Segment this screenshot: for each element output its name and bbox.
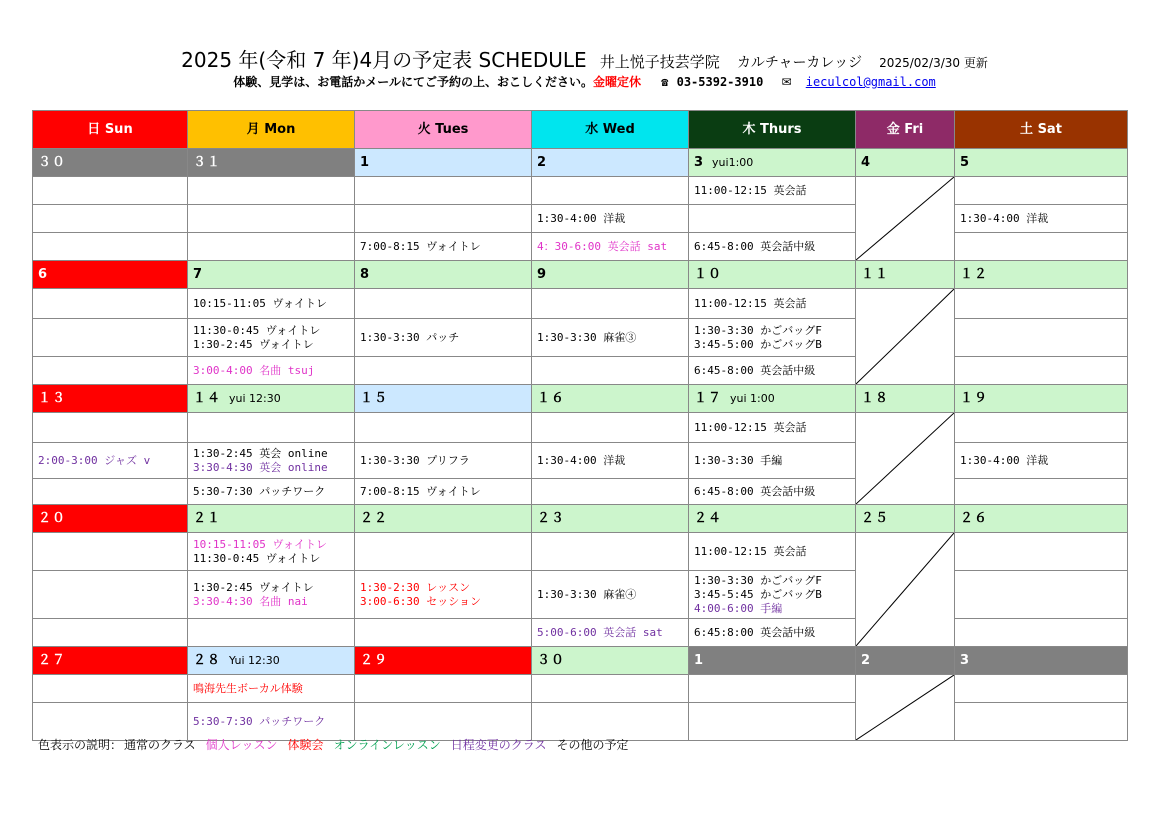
date-cell xyxy=(856,647,955,675)
event-cell xyxy=(355,533,532,571)
date-number: 2 xyxy=(861,652,872,668)
college-name: カルチャーカレッジ xyxy=(736,55,863,71)
event-cell xyxy=(355,233,532,261)
event-cell xyxy=(188,619,355,647)
date-cell xyxy=(532,149,689,177)
event-cell xyxy=(955,571,1128,619)
event-row xyxy=(33,479,1128,505)
date-number: ２１ xyxy=(193,510,222,526)
date-cell xyxy=(188,385,355,413)
event-cell xyxy=(355,479,532,505)
date-number: ３０ xyxy=(38,154,67,170)
event-cell xyxy=(955,205,1128,233)
date-number: ２４ xyxy=(694,510,723,526)
date-cell xyxy=(355,505,532,533)
date-number: 5 xyxy=(960,154,971,170)
event-cell xyxy=(355,703,532,741)
weekday-header: 火 Tues xyxy=(355,111,532,149)
date-number: 1 xyxy=(694,652,705,668)
event-cell xyxy=(188,479,355,505)
date-cell xyxy=(188,505,355,533)
date-number: ２３ xyxy=(537,510,566,526)
event-row xyxy=(33,413,1128,443)
event-cell xyxy=(33,289,188,319)
date-number: １６ xyxy=(537,390,566,406)
event-cell xyxy=(955,233,1128,261)
date-number: ３０ xyxy=(537,652,566,668)
event-cell xyxy=(355,177,532,205)
date-number: ２２ xyxy=(360,510,389,526)
weekday-header: 土 Sat xyxy=(955,111,1128,149)
event-entry: 3:45-5:45 かごバッグB xyxy=(694,587,822,601)
event-entry: 3:00-4:00 名曲 tsuj xyxy=(193,363,315,377)
event-cell xyxy=(532,479,689,505)
event-cell xyxy=(689,619,856,647)
event-entry: 1:30-3:30 かごバッグF xyxy=(694,323,822,337)
date-number: 2 xyxy=(537,154,548,170)
date-number: 8 xyxy=(360,266,371,282)
date-cell xyxy=(188,149,355,177)
event-row xyxy=(33,319,1128,357)
event-row xyxy=(33,675,1128,703)
event-cell xyxy=(532,703,689,741)
event-cell xyxy=(188,319,355,357)
date-cell xyxy=(532,385,689,413)
event-cell xyxy=(355,357,532,385)
event-cell xyxy=(689,233,856,261)
date-number: 7 xyxy=(193,266,204,282)
phone-icon: ☎ xyxy=(661,75,669,89)
event-entry: 鳴海先生ボーカル体験 xyxy=(193,681,303,695)
event-cell xyxy=(532,177,689,205)
event-entry: 5:30-7:30 パッチワーク xyxy=(193,714,326,728)
event-row xyxy=(33,443,1128,479)
event-cell xyxy=(689,533,856,571)
event-entry: 1:30-2:45 ヴォイトレ xyxy=(193,580,314,594)
schedule-table xyxy=(32,110,1128,741)
date-cell xyxy=(955,505,1128,533)
event-cell xyxy=(33,479,188,505)
weekday-header: 木 Thurs xyxy=(689,111,856,149)
event-cell xyxy=(33,413,188,443)
date-number: 1 xyxy=(360,154,371,170)
date-number: 6 xyxy=(38,266,49,282)
date-number: １７ xyxy=(694,390,723,406)
date-number: １５ xyxy=(360,390,389,406)
event-entry: 1:30-4:00 洋裁 xyxy=(960,211,1049,225)
event-cell xyxy=(532,533,689,571)
date-note: yui 12:30 xyxy=(229,391,281,405)
date-number: ２７ xyxy=(38,652,67,668)
event-cell xyxy=(188,233,355,261)
date-cell xyxy=(689,647,856,675)
event-entry: 1:30-3:30 パッチ xyxy=(360,330,460,344)
date-cell xyxy=(689,505,856,533)
event-cell xyxy=(188,675,355,703)
school-name: 井上悦子技芸学院 xyxy=(599,53,720,71)
event-row xyxy=(33,571,1128,619)
date-number: ２９ xyxy=(360,652,389,668)
date-number: 9 xyxy=(537,266,548,282)
event-cell xyxy=(355,619,532,647)
closed-day-cell xyxy=(856,177,955,261)
event-cell xyxy=(689,479,856,505)
weekday-header: 月 Mon xyxy=(188,111,355,149)
date-cell xyxy=(856,149,955,177)
date-cell xyxy=(33,647,188,675)
date-cell xyxy=(856,385,955,413)
event-entry: 11:00-12:15 英会話 xyxy=(694,296,807,310)
notice-text: 体験、見学は、お電話かメールにてご予約の上、おこしください。 xyxy=(233,75,593,89)
date-note: yui 1:00 xyxy=(730,391,775,405)
date-number: ３１ xyxy=(193,154,222,170)
event-entry: 6:45-8:00 英会話中級 xyxy=(694,484,816,498)
date-cell xyxy=(689,149,856,177)
page-title-block xyxy=(0,44,1169,73)
event-cell xyxy=(689,413,856,443)
date-cell xyxy=(856,261,955,289)
event-entry: 1:30-3:30 プリフラ xyxy=(360,453,470,467)
event-cell xyxy=(188,413,355,443)
event-cell xyxy=(955,357,1128,385)
event-cell xyxy=(532,233,689,261)
event-cell xyxy=(955,619,1128,647)
event-cell xyxy=(33,357,188,385)
date-cell xyxy=(188,647,355,675)
event-cell xyxy=(532,413,689,443)
closed-day-cell xyxy=(856,533,955,647)
closed-day-cell xyxy=(856,289,955,385)
event-cell xyxy=(532,571,689,619)
event-entry: 6:45-8:00 英会話中級 xyxy=(694,239,816,253)
date-number: １４ xyxy=(193,390,222,406)
event-entry: 3:45-5:00 かごバッグB xyxy=(694,337,822,351)
event-cell xyxy=(532,205,689,233)
event-cell xyxy=(689,703,856,741)
event-entry: 10:15-11:05 ヴォイトレ xyxy=(193,296,328,310)
event-cell xyxy=(33,619,188,647)
date-number: １１ xyxy=(861,266,890,282)
date-number: ２５ xyxy=(861,510,890,526)
date-cell xyxy=(355,647,532,675)
week-date-row xyxy=(33,149,1128,177)
event-entry: 3:30-4:30 英会 online xyxy=(193,460,328,474)
date-number: ２８ xyxy=(193,652,222,668)
event-cell xyxy=(689,443,856,479)
event-cell xyxy=(689,319,856,357)
event-cell xyxy=(689,357,856,385)
event-cell xyxy=(532,289,689,319)
event-cell xyxy=(955,319,1128,357)
closed-day-cell xyxy=(856,413,955,505)
week-date-row xyxy=(33,505,1128,533)
event-cell xyxy=(33,571,188,619)
event-entry: 1:30-3:30 麻雀④ xyxy=(537,587,637,601)
date-note: yui1:00 xyxy=(712,155,754,169)
event-entry: 5:00-6:00 英会話 sat xyxy=(537,625,663,639)
date-number: １９ xyxy=(960,390,989,406)
closed-slash xyxy=(856,177,954,260)
event-row xyxy=(33,533,1128,571)
legend-item: 個人レッスン xyxy=(205,738,278,752)
event-entry: 1:30-2:30 レッスン xyxy=(360,580,471,594)
event-entry: 11:30-0:45 ヴォイトレ xyxy=(193,551,321,565)
event-cell xyxy=(355,205,532,233)
date-cell xyxy=(33,505,188,533)
event-row xyxy=(33,233,1128,261)
week-date-row xyxy=(33,385,1128,413)
event-cell xyxy=(532,675,689,703)
event-entry: 10:15-11:05 ヴォイトレ xyxy=(193,537,328,551)
event-cell xyxy=(33,533,188,571)
event-cell xyxy=(188,703,355,741)
weekday-header-row xyxy=(33,111,1128,149)
date-cell xyxy=(955,149,1128,177)
date-cell xyxy=(532,261,689,289)
updated-date: 2025/02/3/30 更新 xyxy=(879,56,988,70)
event-cell xyxy=(955,675,1128,703)
date-cell xyxy=(856,505,955,533)
event-entry: 4:00-6:00 手編 xyxy=(694,601,783,615)
event-cell xyxy=(33,205,188,233)
event-entry: 7:00-8:15 ヴォイトレ xyxy=(360,484,481,498)
event-entry: 1:30-3:30 麻雀③ xyxy=(537,330,637,344)
date-number: １０ xyxy=(694,266,723,282)
event-entry: 1:30-3:30 かごバッグF xyxy=(694,573,822,587)
event-entry: 2:00-3:00 ジャズ v xyxy=(38,453,151,467)
event-row xyxy=(33,703,1128,741)
legend-item: その他の予定 xyxy=(556,738,629,752)
week-date-row xyxy=(33,261,1128,289)
legend-prefix: 色表示の説明： xyxy=(38,738,123,752)
date-cell xyxy=(33,261,188,289)
event-cell xyxy=(955,479,1128,505)
date-cell xyxy=(689,385,856,413)
date-cell xyxy=(33,149,188,177)
legend-item: 体験会 xyxy=(287,738,324,752)
event-cell xyxy=(689,177,856,205)
event-entry: 11:00-12:15 英会話 xyxy=(694,183,807,197)
event-cell xyxy=(188,357,355,385)
event-cell xyxy=(532,357,689,385)
event-cell xyxy=(188,177,355,205)
event-cell xyxy=(33,177,188,205)
closed-slash xyxy=(856,413,954,504)
date-number: ２０ xyxy=(38,510,67,526)
event-row xyxy=(33,357,1128,385)
event-cell xyxy=(355,675,532,703)
event-cell xyxy=(532,319,689,357)
phone-number: 03-5392-3910 xyxy=(676,75,764,89)
event-cell xyxy=(188,443,355,479)
weekday-header: 金 Fri xyxy=(856,111,955,149)
date-number: 3 xyxy=(694,154,705,170)
event-cell xyxy=(955,443,1128,479)
legend-item: 日程変更のクラス xyxy=(450,738,547,752)
date-cell xyxy=(355,385,532,413)
event-entry: 3:30-4:30 名曲 nai xyxy=(193,594,308,608)
event-entry: 3:00-6:30 セッション xyxy=(360,594,482,608)
closed-day-cell xyxy=(856,675,955,741)
event-entry: 6:45:8:00 英会話中級 xyxy=(694,625,816,639)
date-cell xyxy=(355,261,532,289)
event-row xyxy=(33,177,1128,205)
date-cell xyxy=(188,261,355,289)
date-number: １３ xyxy=(38,390,67,406)
event-cell xyxy=(188,571,355,619)
event-entry: 11:00-12:15 英会話 xyxy=(694,544,807,558)
event-entry: 1:30-2:45 英会 online xyxy=(193,446,328,460)
date-note: Yui 12:30 xyxy=(229,653,280,667)
event-cell xyxy=(689,675,856,703)
date-cell xyxy=(33,385,188,413)
event-cell xyxy=(532,443,689,479)
event-entry: 1:30-3:30 手編 xyxy=(694,453,783,467)
legend-item: 通常のクラス xyxy=(124,738,196,752)
event-entry: 11:00-12:15 英会話 xyxy=(694,420,807,434)
event-row xyxy=(33,619,1128,647)
event-cell xyxy=(689,205,856,233)
event-cell xyxy=(33,703,188,741)
event-entry: 11:30-0:45 ヴォイトレ xyxy=(193,323,321,337)
event-entry: 1:30-4:00 洋裁 xyxy=(537,211,626,225)
event-row xyxy=(33,289,1128,319)
event-cell xyxy=(355,289,532,319)
closed-slash xyxy=(856,289,954,384)
event-cell xyxy=(689,571,856,619)
date-number: 4 xyxy=(861,154,872,170)
contact-line xyxy=(0,73,1169,90)
date-cell xyxy=(955,261,1128,289)
date-cell xyxy=(532,505,689,533)
event-cell xyxy=(33,233,188,261)
date-cell xyxy=(532,647,689,675)
date-cell xyxy=(955,647,1128,675)
event-cell xyxy=(955,289,1128,319)
page-title: 2025 年(令和 7 年)4月の予定表 SCHEDULE xyxy=(181,48,587,72)
date-number: １８ xyxy=(861,390,890,406)
event-entry: 6:45-8:00 英会話中級 xyxy=(694,363,816,377)
event-cell xyxy=(355,443,532,479)
event-entry: 4：30-6:00 英会話 sat xyxy=(537,239,668,253)
date-number: ２６ xyxy=(960,510,989,526)
event-cell xyxy=(355,319,532,357)
event-row xyxy=(33,205,1128,233)
event-cell xyxy=(33,675,188,703)
event-cell xyxy=(955,703,1128,741)
event-entry: 1:30-2:45 ヴォイトレ xyxy=(193,337,314,351)
event-cell xyxy=(188,533,355,571)
event-cell xyxy=(33,443,188,479)
event-entry: 1:30-4:00 洋裁 xyxy=(537,453,626,467)
date-number: １２ xyxy=(960,266,989,282)
date-number: 3 xyxy=(960,652,971,668)
week-date-row xyxy=(33,647,1128,675)
date-cell xyxy=(955,385,1128,413)
weekday-header: 水 Wed xyxy=(532,111,689,149)
event-cell xyxy=(689,289,856,319)
event-entry: 5:30-7:30 パッチワーク xyxy=(193,484,326,498)
mail-icon: ✉ xyxy=(781,75,792,89)
weekday-header: 日 Sun xyxy=(33,111,188,149)
event-cell xyxy=(355,413,532,443)
event-cell xyxy=(955,177,1128,205)
color-legend xyxy=(38,736,648,753)
date-cell xyxy=(355,149,532,177)
event-entry: 1:30-4:00 洋裁 xyxy=(960,453,1049,467)
event-cell xyxy=(955,413,1128,443)
event-entry: 7:00-8:15 ヴォイトレ xyxy=(360,239,481,253)
date-cell xyxy=(689,261,856,289)
closed-slash xyxy=(856,533,954,646)
event-cell xyxy=(188,205,355,233)
closed-slash xyxy=(856,675,954,740)
event-cell xyxy=(532,619,689,647)
closed-notice: 金曜定休 xyxy=(592,75,641,89)
event-cell xyxy=(355,571,532,619)
event-cell xyxy=(955,533,1128,571)
event-cell xyxy=(188,289,355,319)
legend-item: オンラインレッスン xyxy=(333,738,441,752)
email-link[interactable]: ieculcol@gmail.com xyxy=(805,75,936,89)
event-cell xyxy=(33,319,188,357)
